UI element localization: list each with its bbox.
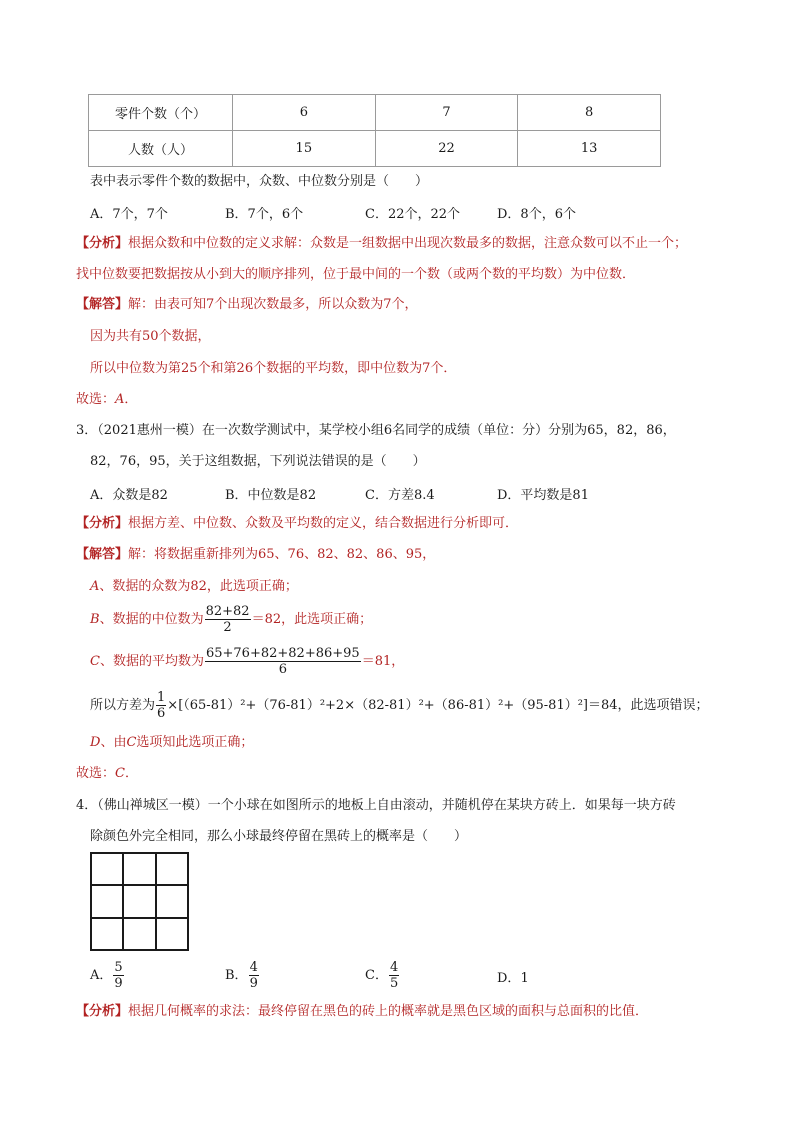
answer-prefix: 故选： xyxy=(76,766,116,781)
line-text: 所以方差为 xyxy=(90,698,156,713)
floor-tile xyxy=(123,918,155,950)
answer-prefix: 故选： xyxy=(76,392,116,407)
q2-solution-line: 因为共有50个数据， xyxy=(90,329,211,344)
table-cell: 15 xyxy=(233,131,376,167)
q2-analysis-cont: 找中位数要把数据按从小到大的顺序排列，位于最中间的一个数（或两个数的平均数）为中位数． xyxy=(76,267,636,282)
option-letter: D xyxy=(90,735,101,750)
median-fraction xyxy=(205,604,251,635)
mean-fraction xyxy=(205,646,361,677)
q4-option-c xyxy=(365,960,400,991)
row-header: 人数（人） xyxy=(89,131,233,167)
floor-tile xyxy=(91,885,123,917)
q3-option-d: D．平均数是81 xyxy=(497,488,589,503)
fraction-denominator: 6 xyxy=(278,662,287,677)
floor-tile xyxy=(156,853,188,885)
q3-option-a: A．众数是82 xyxy=(90,488,168,503)
floor-tile xyxy=(156,918,188,950)
floor-tile xyxy=(123,853,155,885)
variance-fraction xyxy=(156,690,166,721)
analysis-text: 根据几何概率的求法：最终停留在黑色的砖上的概率就是黑色区域的面积与总面积的比值． xyxy=(128,1004,649,1019)
table-cell: 6 xyxy=(233,95,376,131)
option-fraction xyxy=(389,960,399,991)
option-letter: A xyxy=(90,579,100,594)
q3-analysis xyxy=(76,515,518,533)
answer-suffix: ． xyxy=(124,766,138,781)
q3-line-a xyxy=(90,578,298,596)
q4-analysis xyxy=(76,1003,648,1021)
solution-text: 解：将数据重新排列为65、76、82、82、86、95， xyxy=(128,547,436,562)
line-text: ＝81， xyxy=(361,654,405,669)
option-letter: C． xyxy=(365,968,388,983)
option-letter: B． xyxy=(225,968,248,983)
q4-option-a xyxy=(90,960,125,991)
option-text: 1 xyxy=(520,971,529,986)
q2-solution xyxy=(76,296,418,314)
row-header: 零件个数（个） xyxy=(89,95,233,131)
q2-analysis xyxy=(76,235,687,253)
analysis-text: 根据众数和中位数的定义求解：众数是一组数据中出现次数最多的数据，注意众数可以不止一个； xyxy=(128,236,688,251)
q4-option-d xyxy=(497,967,529,986)
q3-answer xyxy=(76,765,138,783)
data-table xyxy=(88,94,661,167)
table-row xyxy=(89,95,661,131)
option-fraction xyxy=(113,960,123,991)
line-text: ＝82，此选项正确； xyxy=(251,612,373,627)
analysis-text: 根据方差、中位数、众数及平均数的定义，结合数据进行分析即可． xyxy=(128,516,519,531)
line-text: 、数据的众数为82，此选项正确； xyxy=(99,579,298,594)
table-cell: 13 xyxy=(518,131,661,167)
option-letter: D． xyxy=(497,971,521,986)
q3-line-b xyxy=(90,604,372,635)
q3-stem: 3．（2021惠州一模）在一次数学测试中，某学校小组6名同学的成绩（单位：分）分别为65，82，86， xyxy=(76,423,676,438)
solution-tag: 【解答】 xyxy=(76,547,129,562)
floor-tile xyxy=(123,885,155,917)
q4-stem: 4．（佛山禅城区一模）一个小球在如图所示的地板上自由滚动，并随机停在某块方砖上．如果每一块方砖 xyxy=(76,798,676,813)
q2-stem: 表中表示零件个数的数据中，众数、中位数分别是（ ） xyxy=(90,174,429,189)
q2-option-d: D．8个，6个 xyxy=(497,207,576,222)
fraction-denominator: 6 xyxy=(157,706,166,721)
q3-option-b: B．中位数是82 xyxy=(225,488,317,503)
q2-option-b: B．7个，6个 xyxy=(225,207,304,222)
fraction-numerator: 1 xyxy=(157,690,166,705)
analysis-tag: 【分析】 xyxy=(76,1004,129,1019)
option-letter: C xyxy=(126,735,137,750)
table-cell: 8 xyxy=(518,95,661,131)
answer-letter: C xyxy=(115,766,125,781)
line-text: ×[（65-81）²+（76-81）²+2×（82-81）²+（86-81）²+（95-81）²]＝84，此选项错误； xyxy=(167,698,709,713)
fraction-denominator: 2 xyxy=(223,620,232,635)
answer-suffix: ． xyxy=(124,392,138,407)
answer-letter: A xyxy=(115,392,125,407)
q3-variance xyxy=(90,690,709,721)
q3-stem-cont: 82，76，95，关于这组数据，下列说法错误的是（ ） xyxy=(90,454,426,469)
q3-option-c: C．方差8.4 xyxy=(365,488,435,503)
q3-solution xyxy=(76,546,435,564)
q4-stem-cont: 除颜色外完全相同，那么小球最终停留在黑砖上的概率是（ ） xyxy=(90,829,468,844)
q3-line-c xyxy=(90,646,404,677)
fraction-denominator: 9 xyxy=(114,976,123,991)
q2-answer xyxy=(76,391,137,409)
fraction-denominator: 9 xyxy=(249,976,258,991)
table-cell: 22 xyxy=(375,131,518,167)
line-text: 选项知此选项正确； xyxy=(136,735,254,750)
option-letter: B xyxy=(90,612,100,627)
floor-tile xyxy=(156,885,188,917)
line-text: 、由 xyxy=(100,735,127,750)
fraction-numerator: 65+76+82+82+86+95 xyxy=(205,646,360,661)
option-letter: A． xyxy=(90,968,113,983)
floor-tile xyxy=(91,853,123,885)
line-text: 、数据的平均数为 xyxy=(99,654,204,669)
fraction-denominator: 5 xyxy=(389,976,399,991)
option-letter: C xyxy=(90,654,100,669)
q3-line-d xyxy=(90,734,253,752)
q2-option-c: C．22个，22个 xyxy=(365,207,461,222)
solution-text: 解：由表可知7个出现次数最多，所以众数为7个， xyxy=(128,297,418,312)
solution-tag: 【解答】 xyxy=(76,297,129,312)
fraction-numerator: 82+82 xyxy=(205,604,250,619)
floor-tile xyxy=(91,918,123,950)
line-text: 、数据的中位数为 xyxy=(99,612,204,627)
tile-grid-figure xyxy=(90,852,189,951)
fraction-numerator: 4 xyxy=(389,960,399,975)
option-fraction xyxy=(249,960,259,991)
q4-option-b xyxy=(225,960,260,991)
analysis-tag: 【分析】 xyxy=(76,516,129,531)
table-row xyxy=(89,131,661,167)
fraction-numerator: 4 xyxy=(249,960,258,975)
table-cell: 7 xyxy=(375,95,518,131)
q2-option-a: A．7个，7个 xyxy=(90,207,168,222)
q2-solution-line: 所以中位数为第25个和第26个数据的平均数，即中位数为7个． xyxy=(90,361,457,376)
fraction-numerator: 5 xyxy=(114,960,123,975)
analysis-tag: 【分析】 xyxy=(76,236,129,251)
